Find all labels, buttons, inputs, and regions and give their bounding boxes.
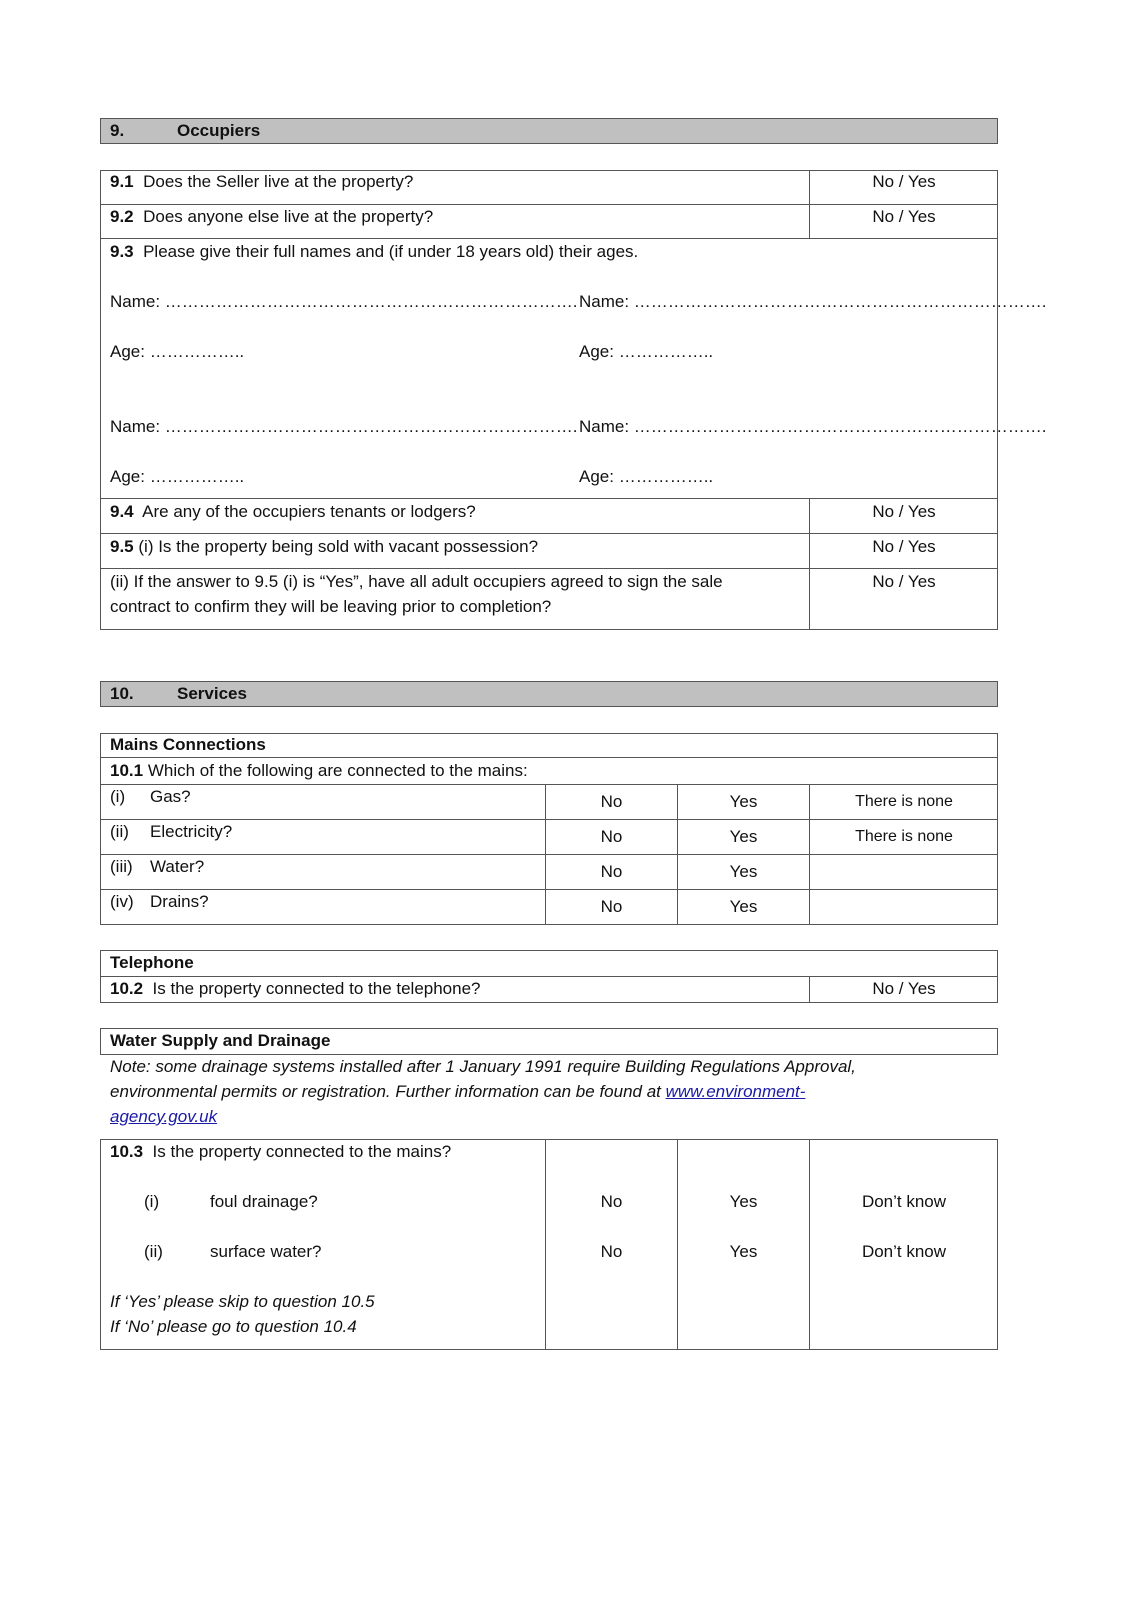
row-label: Water?: [150, 857, 205, 876]
answer-9-1[interactable]: No / Yes: [872, 172, 936, 191]
environment-agency-link[interactable]: agency.gov.uk: [110, 1107, 218, 1126]
row-label: Electricity?: [150, 822, 233, 841]
water-note-line3: [110, 1106, 217, 1128]
section-title: Occupiers: [177, 121, 261, 140]
name-field[interactable]: Name: ……………………………………………………………….: [579, 417, 1047, 436]
divider: [100, 533, 998, 534]
age-field[interactable]: Age: ……………..: [579, 342, 714, 361]
question-9-5: 9.5 (i) Is the property being sold with vacant possession?: [110, 537, 539, 556]
answer-10-2[interactable]: No / Yes: [872, 979, 936, 998]
section-title: Services: [177, 684, 247, 703]
option-no[interactable]: No: [600, 897, 623, 916]
section-number: 9.: [110, 121, 125, 140]
option-yes[interactable]: Yes: [729, 1192, 758, 1211]
row-number: (iv): [110, 892, 134, 911]
divider: [100, 784, 998, 785]
answer-9-2[interactable]: No / Yes: [872, 207, 936, 226]
option-none[interactable]: There is none: [855, 828, 953, 845]
row-number: (i): [144, 1192, 160, 1211]
question-10-3: 10.3 Is the property connected to the mains?: [110, 1142, 452, 1161]
telephone-heading: Telephone: [110, 953, 194, 972]
row-label: foul drainage?: [210, 1192, 318, 1211]
option-yes[interactable]: Yes: [729, 792, 758, 811]
option-no[interactable]: No: [600, 827, 623, 846]
option-yes[interactable]: Yes: [729, 827, 758, 846]
row-number: (ii): [144, 1242, 163, 1261]
age-field[interactable]: Age: ……………..: [110, 467, 245, 486]
name-field[interactable]: Name: ……………………………………………………………….: [110, 417, 578, 436]
answer-9-5-ii[interactable]: No / Yes: [872, 572, 936, 591]
water-heading: Water Supply and Drainage: [110, 1031, 331, 1050]
question-10-1: 10.1 Which of the following are connected to the mains:: [110, 761, 528, 780]
environment-agency-link[interactable]: www.environment-: [665, 1082, 806, 1101]
row-label: Drains?: [150, 892, 209, 911]
option-dont-know[interactable]: Don’t know: [861, 1242, 947, 1261]
divider: [100, 238, 998, 239]
skip-instruction-yes: If ‘Yes’ please skip to question 10.5: [110, 1292, 375, 1311]
question-9-1: 9.1 Does the Seller live at the property?: [110, 172, 414, 191]
row-number: (i): [110, 787, 126, 806]
row-number: (iii): [110, 857, 133, 876]
question-9-5-ii-line2: contract to confirm they will be leaving prior to completion?: [110, 597, 552, 616]
skip-instruction-no: If ‘No’ please go to question 10.4: [110, 1317, 357, 1336]
option-no[interactable]: No: [600, 1192, 623, 1211]
option-dont-know[interactable]: Don’t know: [861, 1192, 947, 1211]
divider: [100, 819, 998, 820]
occupiers-table: [100, 170, 998, 630]
question-10-2: 10.2 Is the property connected to the telephone?: [110, 979, 481, 998]
age-field[interactable]: Age: ……………..: [579, 467, 714, 486]
question-9-3: 9.3 Please give their full names and (if under 18 years old) their ages.: [110, 242, 639, 261]
divider: [100, 976, 998, 977]
option-no[interactable]: No: [600, 792, 623, 811]
question-9-2: 9.2 Does anyone else live at the property?: [110, 207, 434, 226]
option-yes[interactable]: Yes: [729, 862, 758, 881]
option-yes[interactable]: Yes: [729, 897, 758, 916]
water-note-line1: Note: some drainage systems installed after 1 January 1991 require Building Regulations Approval,: [110, 1057, 856, 1076]
option-no[interactable]: No: [600, 862, 623, 881]
option-no[interactable]: No: [600, 1242, 623, 1261]
option-yes[interactable]: Yes: [729, 1242, 758, 1261]
row-label: surface water?: [210, 1242, 322, 1261]
divider: [100, 757, 998, 758]
answer-9-4[interactable]: No / Yes: [872, 502, 936, 521]
divider: [100, 568, 998, 569]
section-number: 10.: [110, 684, 134, 703]
question-9-5-ii-line1: (ii) If the answer to 9.5 (i) is “Yes”, have all adult occupiers agreed to sign the sale: [110, 572, 723, 591]
question-9-4: 9.4 Are any of the occupiers tenants or lodgers?: [110, 502, 476, 521]
divider: [100, 889, 998, 890]
age-field[interactable]: Age: ……………..: [110, 342, 245, 361]
divider: [100, 204, 998, 205]
row-number: (ii): [110, 822, 129, 841]
divider: [100, 854, 998, 855]
option-none[interactable]: There is none: [855, 793, 953, 810]
row-label: Gas?: [150, 787, 191, 806]
name-field[interactable]: Name: ……………………………………………………………….: [110, 292, 578, 311]
name-field[interactable]: Name: ……………………………………………………………….: [579, 292, 1047, 311]
mains-heading: Mains Connections: [110, 735, 266, 754]
answer-9-5[interactable]: No / Yes: [872, 537, 936, 556]
water-note-line2: environmental permits or registration. Further information can be found at www.environment-: [110, 1082, 806, 1101]
divider: [100, 498, 998, 499]
